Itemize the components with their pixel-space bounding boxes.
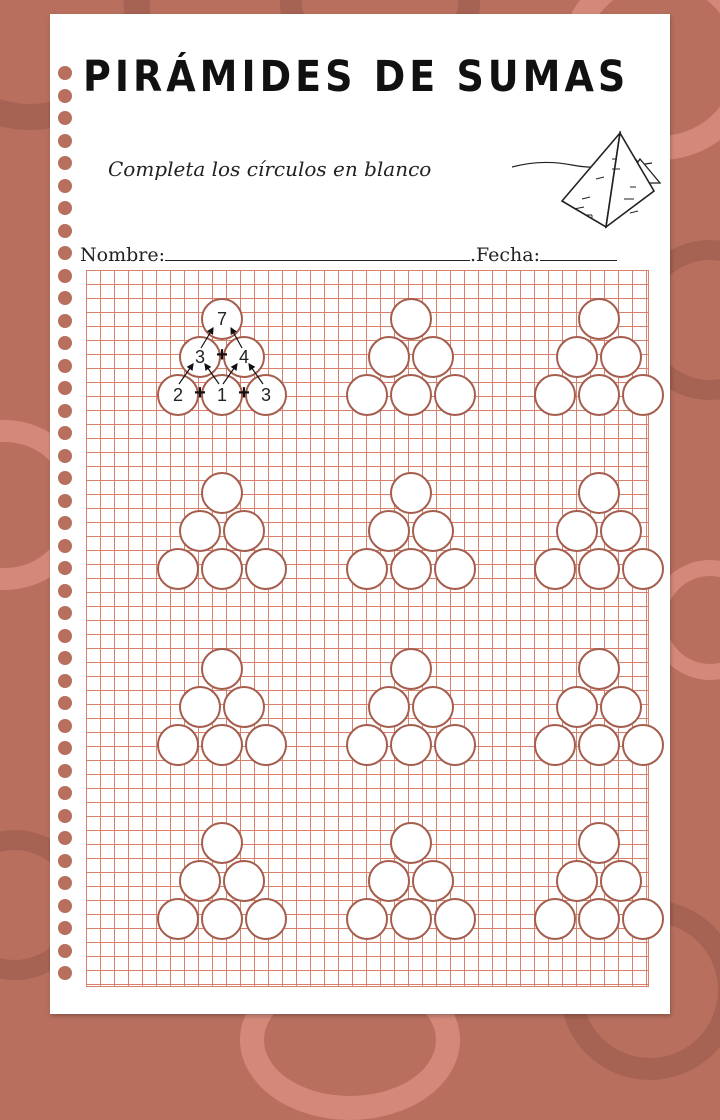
sum-pyramid — [534, 472, 664, 594]
blank-circle[interactable] — [245, 548, 287, 590]
date-label: .Fecha: — [469, 244, 541, 266]
binding-hole — [58, 854, 72, 868]
binding-hole — [58, 786, 72, 800]
blank-circle[interactable] — [390, 898, 432, 940]
blank-circle[interactable] — [412, 686, 454, 728]
blank-circle[interactable] — [556, 510, 598, 552]
blank-circle[interactable] — [201, 822, 243, 864]
blank-circle[interactable] — [223, 510, 265, 552]
binding-hole — [58, 674, 72, 688]
blank-circle[interactable] — [600, 336, 642, 378]
blank-circle[interactable] — [622, 724, 664, 766]
circle-middle-left: 3 — [179, 336, 221, 378]
binding-hole — [58, 134, 72, 148]
blank-circle[interactable] — [368, 336, 410, 378]
blank-circle[interactable] — [390, 724, 432, 766]
blank-circle[interactable] — [434, 898, 476, 940]
binding-hole — [58, 381, 72, 395]
sum-pyramid — [346, 648, 476, 770]
blank-circle[interactable] — [534, 374, 576, 416]
page-title: PIRÁMIDES DE SUMAS — [83, 52, 630, 102]
blank-circle[interactable] — [578, 898, 620, 940]
blank-circle[interactable] — [368, 860, 410, 902]
blank-circle[interactable] — [390, 472, 432, 514]
blank-circle[interactable] — [201, 648, 243, 690]
binding-hole — [58, 471, 72, 485]
binding-hole — [58, 809, 72, 823]
blank-circle[interactable] — [412, 510, 454, 552]
blank-circle[interactable] — [157, 898, 199, 940]
blank-circle[interactable] — [157, 548, 199, 590]
blank-circle[interactable] — [534, 898, 576, 940]
binding-hole — [58, 741, 72, 755]
binding-hole — [58, 944, 72, 958]
sum-pyramid — [157, 472, 287, 594]
blank-circle[interactable] — [157, 724, 199, 766]
blank-circle[interactable] — [534, 724, 576, 766]
blank-circle[interactable] — [622, 374, 664, 416]
blank-circle[interactable] — [412, 860, 454, 902]
name-date-line — [80, 242, 650, 266]
binding-hole — [58, 494, 72, 508]
binding-hole — [58, 336, 72, 350]
sum-pyramid — [346, 472, 476, 594]
circle-middle-right: 4 — [223, 336, 265, 378]
blank-circle[interactable] — [578, 298, 620, 340]
circle-top: 7 — [201, 298, 243, 340]
blank-circle[interactable] — [556, 860, 598, 902]
plus-sign: + — [238, 382, 250, 404]
binding-hole — [58, 156, 72, 170]
blank-circle[interactable] — [556, 336, 598, 378]
blank-circle[interactable] — [346, 898, 388, 940]
blank-circle[interactable] — [201, 472, 243, 514]
binding-hole — [58, 89, 72, 103]
binding-hole — [58, 404, 72, 418]
pyramid-icon — [512, 129, 662, 239]
binding-hole — [58, 561, 72, 575]
blank-circle[interactable] — [578, 374, 620, 416]
blank-circle[interactable] — [434, 548, 476, 590]
instructions: Completa los círculos en blanco — [108, 157, 432, 181]
blank-circle[interactable] — [600, 510, 642, 552]
blank-circle[interactable] — [223, 860, 265, 902]
date-field[interactable] — [540, 242, 617, 261]
blank-circle[interactable] — [578, 822, 620, 864]
blank-circle[interactable] — [179, 860, 221, 902]
circle-bottom-left: 2 — [157, 374, 199, 416]
name-label: Nombre: — [80, 244, 165, 266]
binding-hole — [58, 291, 72, 305]
example-pyramid — [157, 298, 287, 420]
blank-circle[interactable] — [346, 724, 388, 766]
blank-circle[interactable] — [390, 822, 432, 864]
blank-circle[interactable] — [245, 898, 287, 940]
binding-hole — [58, 246, 72, 260]
sum-pyramid — [534, 298, 664, 420]
blank-circle[interactable] — [534, 548, 576, 590]
binding-hole — [58, 516, 72, 530]
binding-hole — [58, 201, 72, 215]
blank-circle[interactable] — [556, 686, 598, 728]
blank-circle[interactable] — [201, 898, 243, 940]
sum-pyramid — [157, 648, 287, 770]
blank-circle[interactable] — [412, 336, 454, 378]
binding-hole — [58, 426, 72, 440]
blank-circle[interactable] — [179, 510, 221, 552]
blank-circle[interactable] — [578, 548, 620, 590]
blank-circle[interactable] — [368, 686, 410, 728]
binding-hole — [58, 966, 72, 980]
blank-circle[interactable] — [600, 860, 642, 902]
plus-sign: + — [216, 344, 228, 366]
binding-hole — [58, 831, 72, 845]
binding-hole — [58, 179, 72, 193]
blank-circle[interactable] — [600, 686, 642, 728]
binding-hole — [58, 719, 72, 733]
blank-circle[interactable] — [434, 374, 476, 416]
worksheet-page — [50, 14, 670, 1014]
binding-hole — [58, 899, 72, 913]
binding-hole — [58, 269, 72, 283]
blank-circle[interactable] — [346, 548, 388, 590]
binding-hole — [58, 449, 72, 463]
binding-hole — [58, 606, 72, 620]
binding-hole — [58, 696, 72, 710]
binding-hole — [58, 359, 72, 373]
blank-circle[interactable] — [578, 472, 620, 514]
blank-circle[interactable] — [390, 548, 432, 590]
plus-sign: + — [194, 382, 206, 404]
blank-circle[interactable] — [346, 374, 388, 416]
sum-pyramid — [346, 298, 476, 420]
blank-circle[interactable] — [201, 724, 243, 766]
blank-circle[interactable] — [245, 724, 287, 766]
blank-circle[interactable] — [622, 898, 664, 940]
name-field[interactable] — [165, 242, 470, 261]
binding-hole — [58, 224, 72, 238]
binding-hole — [58, 764, 72, 778]
blank-circle[interactable] — [390, 374, 432, 416]
blank-circle[interactable] — [223, 686, 265, 728]
blank-circle[interactable] — [578, 724, 620, 766]
graph-paper-grid — [86, 270, 649, 987]
binding-hole — [58, 66, 72, 80]
binding-hole — [58, 111, 72, 125]
sum-pyramid — [157, 822, 287, 944]
blank-circle[interactable] — [179, 686, 221, 728]
blank-circle[interactable] — [390, 648, 432, 690]
blank-circle[interactable] — [201, 548, 243, 590]
blank-circle[interactable] — [434, 724, 476, 766]
binding-hole — [58, 629, 72, 643]
sum-pyramid — [346, 822, 476, 944]
circle-bottom-center: 1 — [201, 374, 243, 416]
blank-circle[interactable] — [622, 548, 664, 590]
binding-hole — [58, 651, 72, 665]
binding-hole — [58, 584, 72, 598]
binding-hole — [58, 921, 72, 935]
sum-pyramid — [534, 648, 664, 770]
blank-circle[interactable] — [368, 510, 410, 552]
blank-circle[interactable] — [578, 648, 620, 690]
blank-circle[interactable] — [390, 298, 432, 340]
binding-hole — [58, 314, 72, 328]
circle-bottom-right: 3 — [245, 374, 287, 416]
binding-hole — [58, 539, 72, 553]
sum-pyramid — [534, 822, 664, 944]
binding-hole — [58, 876, 72, 890]
